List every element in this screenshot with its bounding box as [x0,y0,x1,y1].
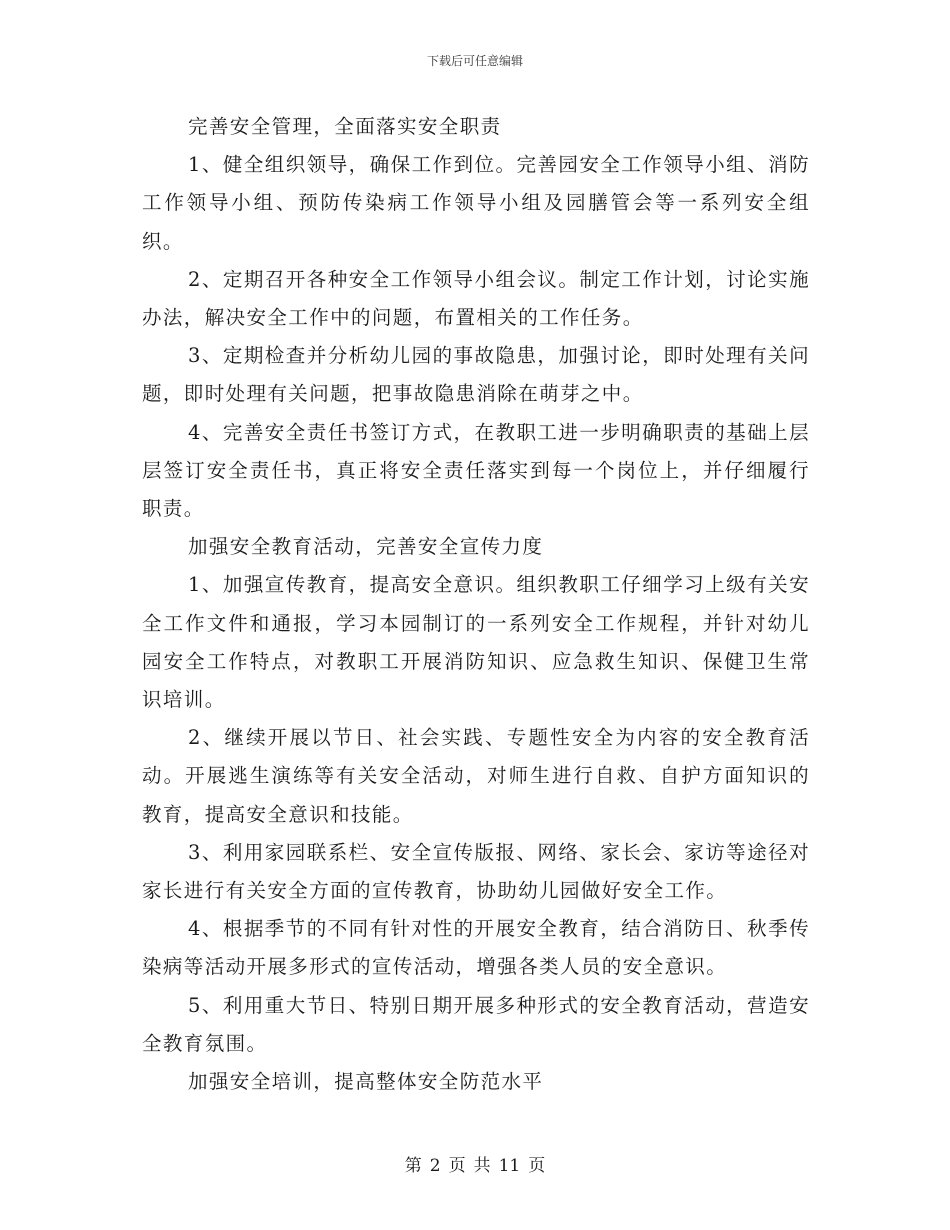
paragraph: 2、继续开展以节日、社会实践、专题性安全为内容的安全教育活动。开展逃生演练等有关安全活动，对师生进行自救、自护方面知识的教育，提高安全意识和技能。 [142,726,810,826]
paragraph: 4、完善安全责任书签订方式，在教职工进一步明确职责的基础上层层签订安全责任书，真正将安全责任落实到每一个岗位上，并仔细履行职责。 [142,420,810,521]
footer-prefix: 第 [404,1156,422,1176]
paragraph: 3、定期检查并分析幼儿园的事故隐患，加强讨论，即时处理有关问题，即时处理有关问题，把事故隐患消除在萌芽之中。 [142,344,810,406]
paragraph: 1、加强宣传教育，提高安全意识。组织教职工仔细学习上级有关安全工作文件和通报，学习本园制订的一系列安全工作规程，并针对幼儿园安全工作特点，对教职工开展消防知识、应急救生知识、保健卫生常识培训。 [142,573,810,712]
footer-total-word: 共 [473,1156,491,1176]
paragraph: 4、根据季节的不同有针对性的开展安全教育，结合消防日、秋季传染病等活动开展多形式的宣传活动，增强各类人员的安全意识。 [142,917,810,979]
section-heading: 加强安全培训，提高整体安全防范水平 [188,1070,544,1094]
section-heading: 完善安全管理，全面落实安全职责 [188,115,502,138]
footer-total-pages: 11 [498,1156,521,1176]
footer-current-page: 2 [429,1156,441,1176]
page-header: 下载后可任意编辑 [426,54,523,68]
paragraph: 5、利用重大节日、特别日期开展多种形式的安全教育活动，营造安全教育氛围。 [142,993,810,1055]
document-body [142,108,810,1101]
section-heading: 加强安全教育活动，完善安全宣传力度 [188,535,544,559]
paragraph: 2、定期召开各种安全工作领导小组会议。制定工作计划，讨论实施办法，解决安全工作中的问题，布置相关的工作任务。 [142,267,810,330]
page-footer [0,1155,950,1177]
footer-suffix: 页 [528,1156,546,1176]
paragraph: 3、利用家园联系栏、安全宣传版报、网络、家长会、家访等途径对家长进行有关安全方面的宣传教育，协助幼儿园做好安全工作。 [142,840,810,903]
footer-page-word: 页 [448,1156,466,1176]
paragraph: 1、健全组织领导，确保工作到位。完善园安全工作领导小组、消防工作领导小组、预防传染病工作领导小组及园膳管会等一系列安全组织。 [142,153,810,253]
